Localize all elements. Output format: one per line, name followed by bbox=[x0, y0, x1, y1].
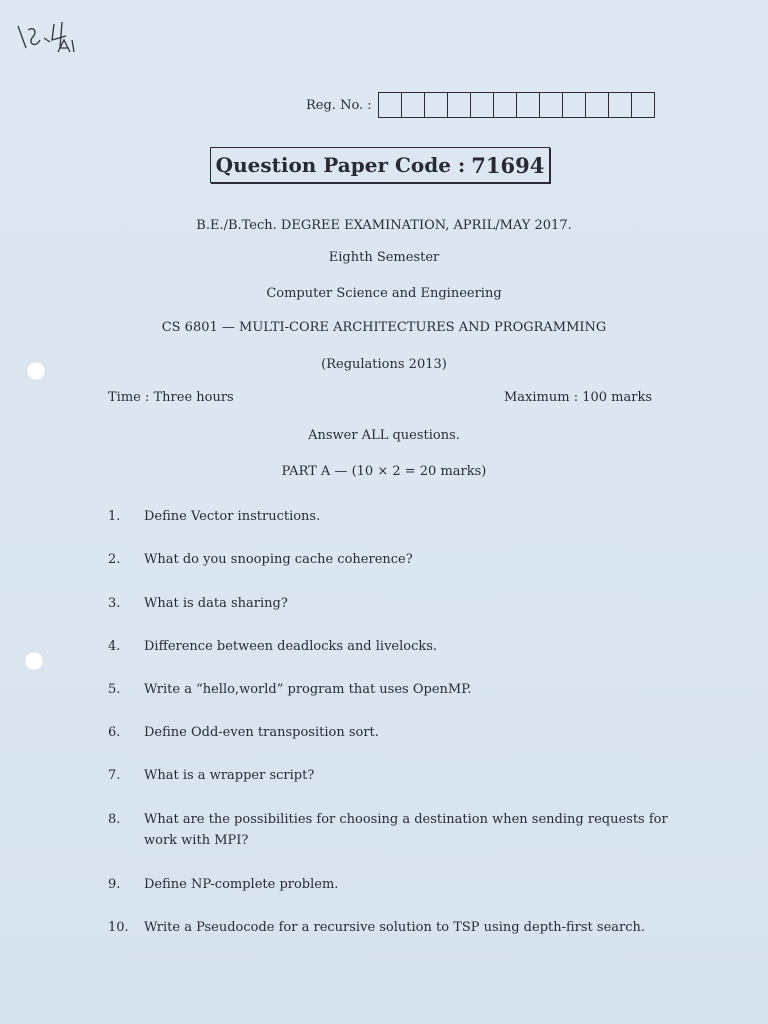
reg-number-box bbox=[517, 93, 540, 117]
question-text: Write a Pseudocode for a recursive solution to TSP using depth-first search. bbox=[144, 920, 646, 935]
question-paper-code-box bbox=[210, 147, 550, 183]
question-number: 8. bbox=[108, 812, 121, 827]
question-number: 7. bbox=[108, 768, 121, 783]
department: Computer Science and Engineering bbox=[266, 286, 502, 301]
question-item bbox=[108, 593, 668, 614]
semester: Eighth Semester bbox=[328, 250, 440, 265]
time-allowed: Time : Three hours bbox=[108, 390, 234, 405]
question-number: 2. bbox=[108, 552, 121, 567]
question-item bbox=[108, 636, 668, 657]
reg-number-box bbox=[379, 93, 402, 117]
handwritten-annotation bbox=[14, 18, 94, 58]
question-text: Difference between deadlocks and livelocks. bbox=[144, 639, 438, 654]
question-number: 10. bbox=[108, 920, 129, 935]
reg-number-box bbox=[402, 93, 425, 117]
question-item bbox=[108, 549, 668, 570]
question-item bbox=[108, 809, 668, 851]
time-marks-row bbox=[108, 390, 652, 405]
question-text: Define Vector instructions. bbox=[144, 509, 321, 524]
question-text: What is data sharing? bbox=[144, 596, 288, 611]
reg-number-box bbox=[609, 93, 632, 117]
reg-label: Reg. No. : bbox=[306, 97, 372, 113]
question-text: What do you snooping cache coherence? bbox=[144, 552, 413, 567]
question-item bbox=[108, 874, 668, 895]
reg-number-box bbox=[563, 93, 586, 117]
registration-number bbox=[306, 92, 655, 118]
question-item bbox=[108, 679, 668, 700]
question-text: What is a wrapper script? bbox=[144, 768, 315, 783]
reg-number-box bbox=[448, 93, 471, 117]
reg-number-boxes bbox=[378, 92, 655, 118]
paper-code-label: Question Paper Code : bbox=[215, 153, 466, 177]
reg-number-box bbox=[540, 93, 563, 117]
question-text: Define NP-complete problem. bbox=[144, 877, 339, 892]
question-item bbox=[108, 917, 668, 938]
question-item bbox=[108, 506, 668, 527]
question-text: Define Odd-even transposition sort. bbox=[144, 725, 379, 740]
question-item bbox=[108, 722, 668, 743]
degree-title: B.E./B.Tech. DEGREE EXAMINATION, APRIL/MAY 2017. bbox=[196, 218, 572, 233]
punch-hole-bottom bbox=[24, 651, 44, 671]
regulations: (Regulations 2013) bbox=[321, 357, 447, 372]
reg-number-box bbox=[425, 93, 448, 117]
maximum-marks: Maximum : 100 marks bbox=[503, 390, 652, 405]
reg-number-box bbox=[471, 93, 494, 117]
question-text: Write a “hello,world” program that uses OpenMP. bbox=[144, 682, 472, 697]
question-number: 1. bbox=[108, 509, 121, 524]
question-number: 6. bbox=[108, 725, 121, 740]
question-item bbox=[108, 765, 668, 786]
part-heading: PART A — (10 × 2 = 20 marks) bbox=[281, 464, 487, 479]
question-number: 5. bbox=[108, 682, 121, 697]
instruction: Answer ALL questions. bbox=[308, 428, 460, 443]
paper-code-number: 71694 bbox=[471, 152, 545, 178]
question-text: What are the possibilities for choosing a destination when sending requests for work with MPI? bbox=[144, 812, 668, 848]
question-number: 9. bbox=[108, 877, 121, 892]
reg-number-box bbox=[632, 93, 654, 117]
reg-number-box bbox=[586, 93, 609, 117]
course-title: CS 6801 — MULTI-CORE ARCHITECTURES AND PROGRAMMING bbox=[161, 320, 607, 335]
question-number: 3. bbox=[108, 596, 121, 611]
reg-number-box bbox=[494, 93, 517, 117]
question-number: 4. bbox=[108, 639, 121, 654]
